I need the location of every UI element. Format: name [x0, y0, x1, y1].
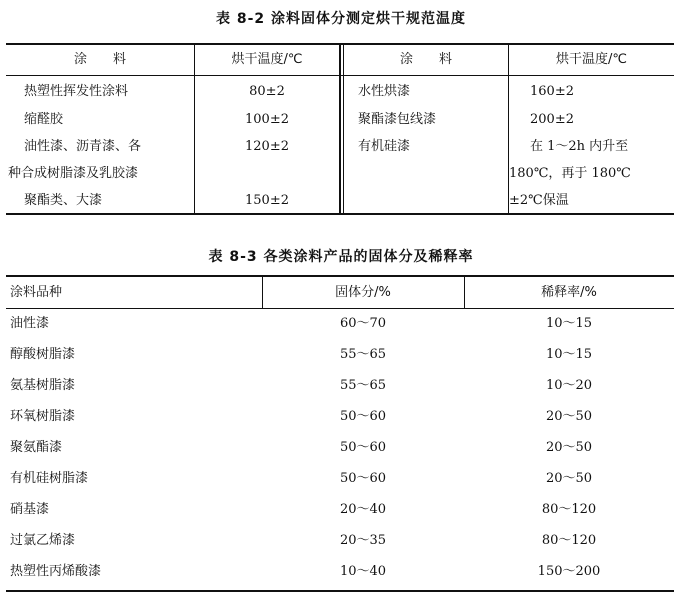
solids-value: 60～70 — [339, 316, 387, 331]
dilution-value: 80～120 — [541, 533, 597, 548]
table-8-2 — [6, 43, 674, 215]
table-8-3-caption: 表 8-3 各类涂料产品的固体分及稀释率 — [208, 249, 474, 265]
solids-value: 50～60 — [339, 440, 387, 455]
dilution-value: 20～50 — [545, 471, 593, 486]
coating-type: 油性漆 — [10, 316, 50, 331]
coating-type: 聚氨酯漆 — [10, 440, 63, 455]
solids-value: 50～60 — [339, 409, 387, 424]
header-bake-temp-left: 烘干温度/℃ — [231, 52, 303, 67]
table-row — [6, 526, 674, 557]
dilution-value: 20～50 — [545, 409, 593, 424]
dilution-value: 10～15 — [545, 347, 593, 362]
header-coating-left: 涂 料 — [73, 52, 126, 67]
dilution-value: 20～50 — [545, 440, 593, 455]
dilution-value: 10～20 — [545, 378, 593, 393]
dilution-value: 150～200 — [537, 564, 601, 579]
coating-name: 有机硅漆 — [358, 139, 411, 154]
table-row — [6, 340, 674, 371]
dilution-value: 80～120 — [541, 502, 597, 517]
column-divider — [508, 43, 509, 215]
coating-type: 过氯乙烯漆 — [10, 533, 76, 548]
coating-name: 聚酯类、大漆 — [24, 193, 103, 208]
table-8-3 — [6, 275, 674, 592]
table-row — [6, 309, 674, 340]
bake-temp: 160±2 — [530, 84, 574, 99]
solids-value: 20～40 — [339, 502, 387, 517]
table-8-2-caption: 表 8-2 涂料固体分测定烘干规范温度 — [215, 11, 467, 27]
header-coating-right: 涂 料 — [399, 52, 452, 67]
header-dilution-rate: 稀释率/% — [541, 285, 597, 300]
bake-temp: 在 1～2h 内升至 — [530, 139, 629, 154]
solids-value: 10～40 — [339, 564, 387, 579]
coating-type: 热塑性丙烯酸漆 — [10, 564, 102, 579]
header-coating-type: 涂料品种 — [10, 285, 63, 300]
header-bake-temp-right: 烘干温度/℃ — [556, 52, 627, 67]
table-top-rule — [6, 275, 674, 277]
column-divider-double — [339, 43, 341, 215]
table-row — [6, 557, 674, 588]
coating-type: 氨基树脂漆 — [10, 378, 76, 393]
solids-value: 55～65 — [339, 378, 387, 393]
coating-name: 聚酯漆包线漆 — [358, 112, 437, 127]
bake-temp: 120±2 — [245, 139, 289, 154]
bake-temp: 180℃，再于 180℃ — [509, 166, 631, 181]
bake-temp: 80±2 — [249, 84, 285, 99]
coating-name: 缩醛胶 — [24, 112, 64, 127]
coating-type: 有机硅树脂漆 — [10, 471, 89, 486]
bake-temp: 200±2 — [530, 112, 574, 127]
table-row — [6, 402, 674, 433]
coating-type: 环氧树脂漆 — [10, 409, 76, 424]
solids-value: 20～35 — [339, 533, 387, 548]
bake-temp: ±2℃保温 — [509, 193, 569, 208]
column-divider — [194, 43, 195, 215]
coating-name: 热塑性挥发性涂料 — [24, 84, 129, 99]
coating-type: 醇酸树脂漆 — [10, 347, 76, 362]
table-row — [6, 464, 674, 495]
coating-name: 水性烘漆 — [358, 84, 411, 99]
solids-value: 55～65 — [339, 347, 387, 362]
bake-temp: 100±2 — [245, 112, 289, 127]
coating-name: 种合成树脂漆及乳胶漆 — [8, 166, 139, 181]
table-row — [6, 371, 674, 402]
coating-name: 油性漆、沥青漆、各 — [24, 139, 142, 154]
solids-value: 50～60 — [339, 471, 387, 486]
dilution-value: 10～15 — [545, 316, 593, 331]
bake-temp: 150±2 — [245, 193, 289, 208]
header-solids: 固体分/% — [335, 285, 391, 300]
column-divider-double — [343, 43, 344, 215]
table-bottom-rule — [6, 590, 674, 592]
table-row — [6, 495, 674, 526]
coating-type: 硝基漆 — [10, 502, 50, 517]
table-row — [6, 433, 674, 464]
